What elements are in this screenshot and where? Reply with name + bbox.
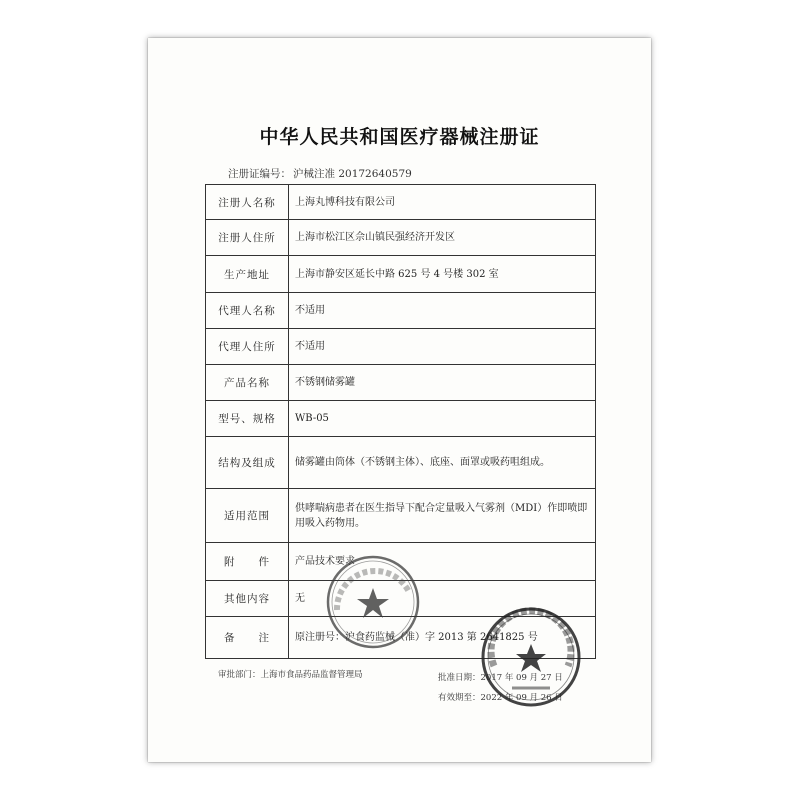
table-row: [206, 437, 596, 489]
row-label: 其他内容: [206, 581, 289, 617]
row-label: 附 件: [206, 543, 289, 581]
expiry-date: 有效期至：2022 年 09 月 26 日: [438, 693, 563, 703]
table-row: [206, 329, 596, 365]
table-row: [206, 365, 596, 401]
registration-number: [228, 166, 412, 181]
approval-date: 批准日期：2017 年 09 月 27 日: [438, 673, 563, 683]
row-value: 上海市静安区延长中路 625 号 4 号楼 302 室: [289, 256, 596, 293]
table-row: [206, 401, 596, 437]
row-value: 产品技术要求: [289, 543, 596, 581]
certificate-page: [148, 38, 651, 762]
document-title: 中华人民共和国医疗器械注册证: [259, 126, 540, 148]
row-label: 适用范围: [206, 489, 289, 543]
row-value: 供哮喘病患者在医生指导下配合定量吸入气雾剂（MDI）作即喷即用吸入药物用。: [289, 489, 596, 543]
row-label: 产品名称: [206, 365, 289, 401]
table-row: [206, 293, 596, 329]
row-value: 原注册号：沪食药监械（准）字 2013 第 2641825 号: [289, 617, 596, 659]
row-label: 代理人名称: [206, 293, 289, 329]
row-label: 注册人住所: [206, 220, 289, 256]
row-label: 生产地址: [206, 256, 289, 293]
table-row: [206, 220, 596, 256]
row-value: 不适用: [289, 293, 596, 329]
row-value: 储雾罐由筒体（不锈钢主体）、底座、面罩或吸药咀组成。: [289, 437, 596, 489]
table-row: [206, 185, 596, 220]
row-value: 上海市松江区佘山镇民强经济开发区: [289, 220, 596, 256]
row-label: 型号、规格: [206, 401, 289, 437]
row-value: 上海丸博科技有限公司: [289, 185, 596, 220]
table-row: [206, 489, 596, 543]
company-seal-stamp: [323, 552, 423, 652]
registration-number-label: 注册证编号：: [228, 168, 291, 180]
row-value: WB-05: [289, 401, 596, 437]
agency-seal-stamp: [478, 604, 584, 710]
row-value: 无: [289, 581, 596, 617]
row-label: 注册人名称: [206, 185, 289, 220]
row-label: 代理人住所: [206, 329, 289, 365]
row-value: 不锈钢储雾罐: [289, 365, 596, 401]
row-label: 备 注: [206, 617, 289, 659]
registration-number-value: 沪械注准 20172640579: [293, 168, 412, 180]
row-label: 结构及组成: [206, 437, 289, 489]
row-value: 不适用: [289, 329, 596, 365]
approval-authority: 审批部门：上海市食品药品监督管理局: [218, 670, 363, 680]
table-row: [206, 256, 596, 293]
